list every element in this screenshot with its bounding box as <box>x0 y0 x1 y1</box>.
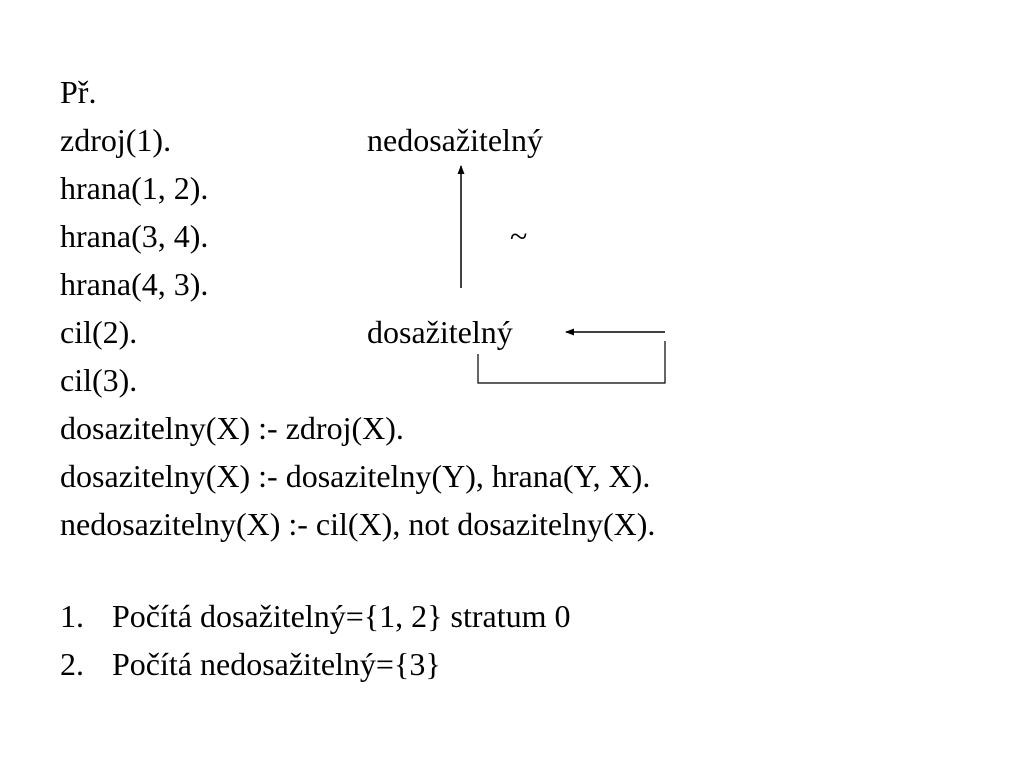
step-1-number: 1. <box>60 598 84 634</box>
program-line-hrana-3-4: hrana(3, 4). <box>60 218 209 254</box>
rule-dosazitelny-base: dosazitelny(X) :- zdroj(X). <box>60 410 404 446</box>
program-line-hrana-4-3: hrana(4, 3). <box>60 266 209 302</box>
rule-nedosazitelny: nedosazitelny(X) :- cil(X), not dosazitelny(X). <box>60 506 656 542</box>
program-line-zdroj-1: zdroj(1). <box>60 122 172 158</box>
program-line-hrana-1-2: hrana(1, 2). <box>60 170 209 206</box>
program-line-cil-2: cil(2). <box>60 314 138 350</box>
diagram-label-dosazitelny: dosažitelný <box>367 314 513 350</box>
diagram-label-nedosazitelny: nedosažitelný <box>367 122 543 158</box>
step-1-text: Počítá dosažitelný={1, 2} stratum 0 <box>112 598 571 634</box>
example-heading: Př. <box>60 74 97 110</box>
step-2-number: 2. <box>60 646 84 682</box>
diagram-negation-mark: ~ <box>510 218 528 254</box>
step-2-text: Počítá nedosažitelný={3} <box>112 646 441 682</box>
program-line-cil-3: cil(3). <box>60 362 138 398</box>
rule-dosazitelny-recursive: dosazitelny(X) :- dosazitelny(Y), hrana(Y, X). <box>60 458 651 494</box>
